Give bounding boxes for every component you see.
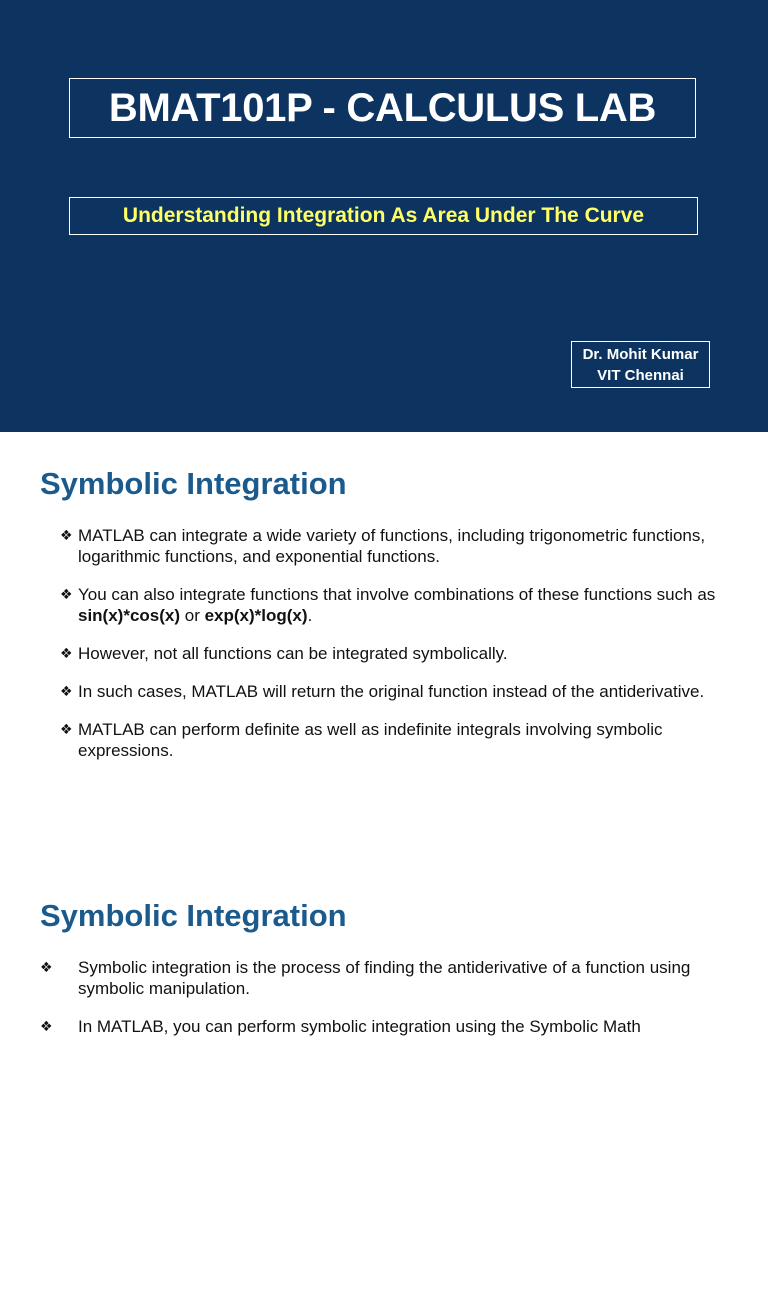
slide-symbolic-integration-2 <box>0 864 768 1296</box>
bullet-text: However, not all functions can be integrated symbolically. <box>78 644 508 663</box>
list-item <box>60 643 740 664</box>
slide-heading: Symbolic Integration <box>40 466 347 501</box>
diamond-cross-bullet-icon: ❖ <box>60 721 73 737</box>
bullet-text: Symbolic integration is the process of finding the antiderivative of a function using symbolic manipulation. <box>78 958 691 998</box>
diamond-cross-bullet-icon: ❖ <box>60 683 73 699</box>
bullet-text-pre: You can also integrate functions that involve combinations of these functions such as <box>78 585 716 604</box>
list-item <box>60 719 740 761</box>
bullet-list <box>40 957 740 1054</box>
bullet-text: MATLAB can integrate a wide variety of functions, including trigonometric functions, logarithmic functions, and exponential functions. <box>78 526 706 566</box>
bullet-text-mid: or <box>180 606 205 625</box>
slide-heading: Symbolic Integration <box>40 898 347 933</box>
bullet-bold-expression: sin(x)*cos(x) <box>78 606 181 625</box>
diamond-cross-bullet-icon: ❖ <box>60 586 73 602</box>
diamond-cross-bullet-icon: ❖ <box>40 959 53 975</box>
list-item <box>60 525 740 567</box>
bullet-text-post: . <box>307 606 313 625</box>
lecture-subtitle: Understanding Integration As Area Under The Curve <box>69 197 698 235</box>
bullet-text: In such cases, MATLAB will return the original function instead of the antiderivative. <box>78 682 705 701</box>
bullet-text: MATLAB can perform definite as well as indefinite integrals involving symbolic expressions. <box>78 720 663 760</box>
title-slide <box>0 0 768 432</box>
author-box <box>571 341 710 388</box>
list-item <box>40 957 740 999</box>
author-name: Dr. Mohit Kumar <box>582 346 699 363</box>
diamond-cross-bullet-icon: ❖ <box>40 1018 53 1034</box>
slide-symbolic-integration-1 <box>0 432 768 864</box>
bullet-list <box>60 525 740 778</box>
diamond-cross-bullet-icon: ❖ <box>60 527 73 543</box>
diamond-cross-bullet-icon: ❖ <box>60 645 73 661</box>
bullet-text: In MATLAB, you can perform symbolic integration using the Symbolic Math <box>78 1017 641 1036</box>
author-institution: VIT Chennai <box>597 367 684 384</box>
list-item <box>60 681 740 702</box>
course-title: BMAT101P - CALCULUS LAB <box>69 78 696 138</box>
bullet-bold-expression: exp(x)*log(x) <box>204 606 308 625</box>
list-item <box>40 1016 740 1037</box>
list-item <box>60 584 740 626</box>
